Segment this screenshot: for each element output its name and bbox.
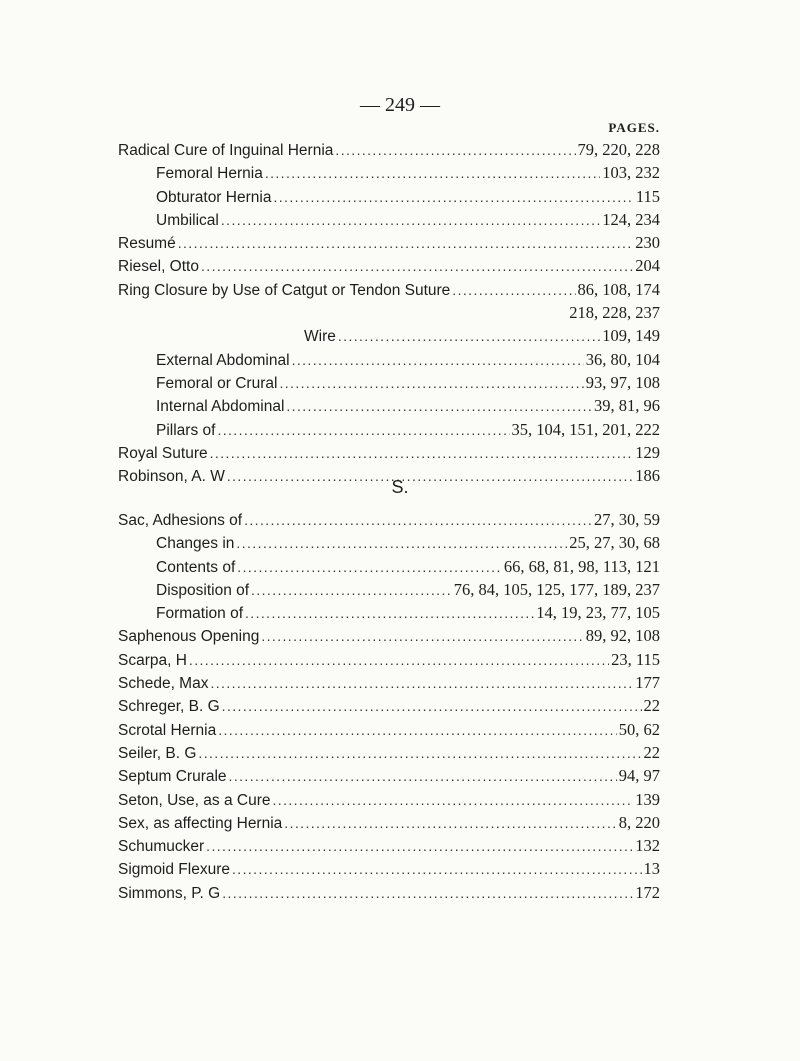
entry-label: Internal Abdominal: [156, 398, 285, 416]
index-entry: [118, 790, 660, 813]
entry-pages: 22: [643, 742, 660, 762]
entry-pages: 89, 92, 108: [585, 626, 660, 646]
index-entry: [118, 396, 660, 419]
entry-label: Changes in: [156, 535, 235, 553]
entry-label: Robinson, A. W: [118, 468, 225, 486]
index-entry: [118, 373, 660, 396]
dot-leader: [244, 512, 592, 528]
entry-pages: 86, 108, 174: [577, 279, 660, 299]
dot-leader: [218, 722, 617, 738]
entry-label: Sac, Adhesions of: [118, 512, 243, 529]
dot-leader: [279, 375, 583, 391]
index-entry: [118, 163, 660, 186]
pages-column-header: PAGES.: [608, 120, 660, 135]
entry-pages: 132: [635, 836, 660, 856]
entry-label: Umbilical: [156, 211, 219, 229]
dot-leader: [201, 258, 633, 274]
entry-label: Schede, Max: [118, 675, 209, 693]
dot-leader: [222, 885, 633, 901]
index-entry: [118, 859, 660, 882]
dot-leader: [217, 422, 509, 438]
entry-label: Simmons, P. G: [118, 884, 221, 902]
dot-leader: [261, 628, 583, 644]
entry-label: Seton, Use, as a Cure: [118, 791, 271, 809]
entry-label: Femoral or Crural: [156, 374, 278, 392]
entry-label: External Abdominal: [156, 351, 290, 369]
dot-leader: [210, 675, 633, 691]
entry-pages: 66, 68, 81, 98, 113, 121: [503, 556, 660, 576]
dot-leader: [178, 235, 634, 251]
index-entry: [118, 766, 660, 789]
entry-pages: 94, 97: [618, 766, 660, 786]
entry-pages: 13: [643, 859, 660, 879]
index-entry: [118, 650, 660, 673]
entry-pages: 50, 62: [618, 719, 660, 739]
index-entry: [118, 326, 660, 349]
entry-pages: 22: [643, 696, 660, 716]
dot-leader: [198, 745, 641, 761]
entry-label: Sex, as affecting Hernia: [118, 814, 283, 832]
entry-pages: 204: [635, 256, 660, 276]
dot-leader: [273, 792, 634, 808]
entry-label: Schreger, B. G: [118, 698, 220, 716]
dot-leader: [221, 212, 600, 228]
dot-leader: [335, 142, 575, 158]
dot-leader: [229, 768, 617, 784]
entry-label: Disposition of: [156, 581, 250, 599]
entry-pages: 177: [635, 673, 660, 693]
entry-label: Contents of: [156, 558, 236, 576]
entry-pages: 124, 234: [602, 209, 660, 229]
index-entry: [118, 187, 660, 210]
dot-leader: [210, 445, 634, 461]
entry-pages: 139: [635, 789, 660, 809]
entry-label: Septum Crurale: [118, 768, 227, 786]
index-entry: [118, 420, 660, 443]
dot-leader: [292, 352, 584, 368]
index-entry: [118, 533, 660, 556]
index-entry: [118, 510, 660, 533]
index-entry: [118, 140, 660, 163]
entry-pages: 172: [635, 882, 660, 902]
entry-pages: 115: [635, 186, 660, 206]
entry-label: Wire: [304, 328, 336, 346]
dot-leader: [265, 165, 600, 181]
index-entry: [118, 813, 660, 836]
entry-label: Pillars of: [156, 421, 216, 439]
entry-pages: 218, 228, 237: [569, 303, 660, 323]
index-entry: [118, 696, 660, 719]
entry-pages: 230: [635, 233, 660, 253]
index-section-s: [118, 510, 660, 906]
entry-label: Seiler, B. G: [118, 744, 197, 762]
entry-pages: 103, 232: [602, 163, 660, 183]
entry-label: Saphenous Opening: [118, 628, 260, 646]
index-section-r: [118, 140, 660, 489]
dot-leader: [236, 535, 567, 551]
entry-pages: 8, 220: [618, 812, 660, 832]
dot-leader: [286, 398, 592, 414]
index-entry: [118, 883, 660, 906]
dot-leader: [237, 559, 502, 575]
dot-leader: [251, 582, 452, 598]
page-number: — 249 —: [360, 94, 440, 116]
entry-label: Femoral Hernia: [156, 165, 263, 183]
entry-pages: 36, 80, 104: [585, 349, 660, 369]
dot-leader: [284, 815, 616, 831]
entry-pages: 39, 81, 96: [594, 396, 660, 416]
entry-pages: 109, 149: [602, 326, 660, 346]
entry-pages: 76, 84, 105, 125, 177, 189, 237: [453, 579, 660, 599]
index-entry: [118, 673, 660, 696]
index-entry: [118, 836, 660, 859]
entry-pages: 129: [635, 442, 660, 462]
entry-pages: 93, 97, 108: [585, 372, 660, 392]
dot-leader: [222, 698, 642, 714]
entry-label: Obturator Hernia: [156, 188, 272, 206]
entry-label: Royal Suture: [118, 444, 208, 462]
dot-leader: [232, 861, 642, 877]
index-entry: [118, 603, 660, 626]
entry-label: Sigmoid Flexure: [118, 861, 230, 879]
index-entry: [118, 557, 660, 580]
entry-pages: 25, 27, 30, 68: [569, 533, 660, 553]
entry-pages: 186: [635, 466, 660, 486]
dot-leader: [189, 652, 609, 668]
index-entry: [118, 626, 660, 649]
dot-leader: [338, 328, 600, 344]
entry-pages: 35, 104, 151, 201, 222: [511, 419, 660, 439]
index-entry: [118, 720, 660, 743]
entry-label: Ring Closure by Use of Catgut or Tendon Suture: [118, 281, 451, 299]
entry-label: Radical Cure of Inguinal Hernia: [118, 142, 334, 159]
index-entry: [118, 350, 660, 373]
section-letter-heading: S.: [391, 477, 409, 497]
entry-pages: 79, 220, 228: [577, 140, 660, 159]
index-entry: [118, 233, 660, 256]
dot-leader: [273, 189, 633, 205]
entry-pages: 23, 115: [611, 649, 660, 669]
dot-leader: [245, 605, 534, 621]
index-entry: [118, 743, 660, 766]
index-entry: [118, 303, 660, 326]
entry-label: Scrotal Hernia: [118, 721, 217, 739]
entry-pages: 14, 19, 23, 77, 105: [536, 603, 660, 623]
index-entry: [118, 256, 660, 279]
entry-label: Resumé: [118, 235, 176, 253]
index-entry: [118, 210, 660, 233]
index-entry: [118, 580, 660, 603]
dot-leader: [206, 838, 633, 854]
entry-label: Schumucker: [118, 838, 205, 856]
index-entry: [118, 280, 660, 303]
entry-pages: 27, 30, 59: [594, 510, 660, 529]
dot-leader: [452, 282, 575, 298]
entry-label: Formation of: [156, 605, 244, 623]
entry-label: Scarpa, H: [118, 651, 187, 669]
entry-label: Riesel, Otto: [118, 258, 199, 276]
index-entry: [118, 443, 660, 466]
